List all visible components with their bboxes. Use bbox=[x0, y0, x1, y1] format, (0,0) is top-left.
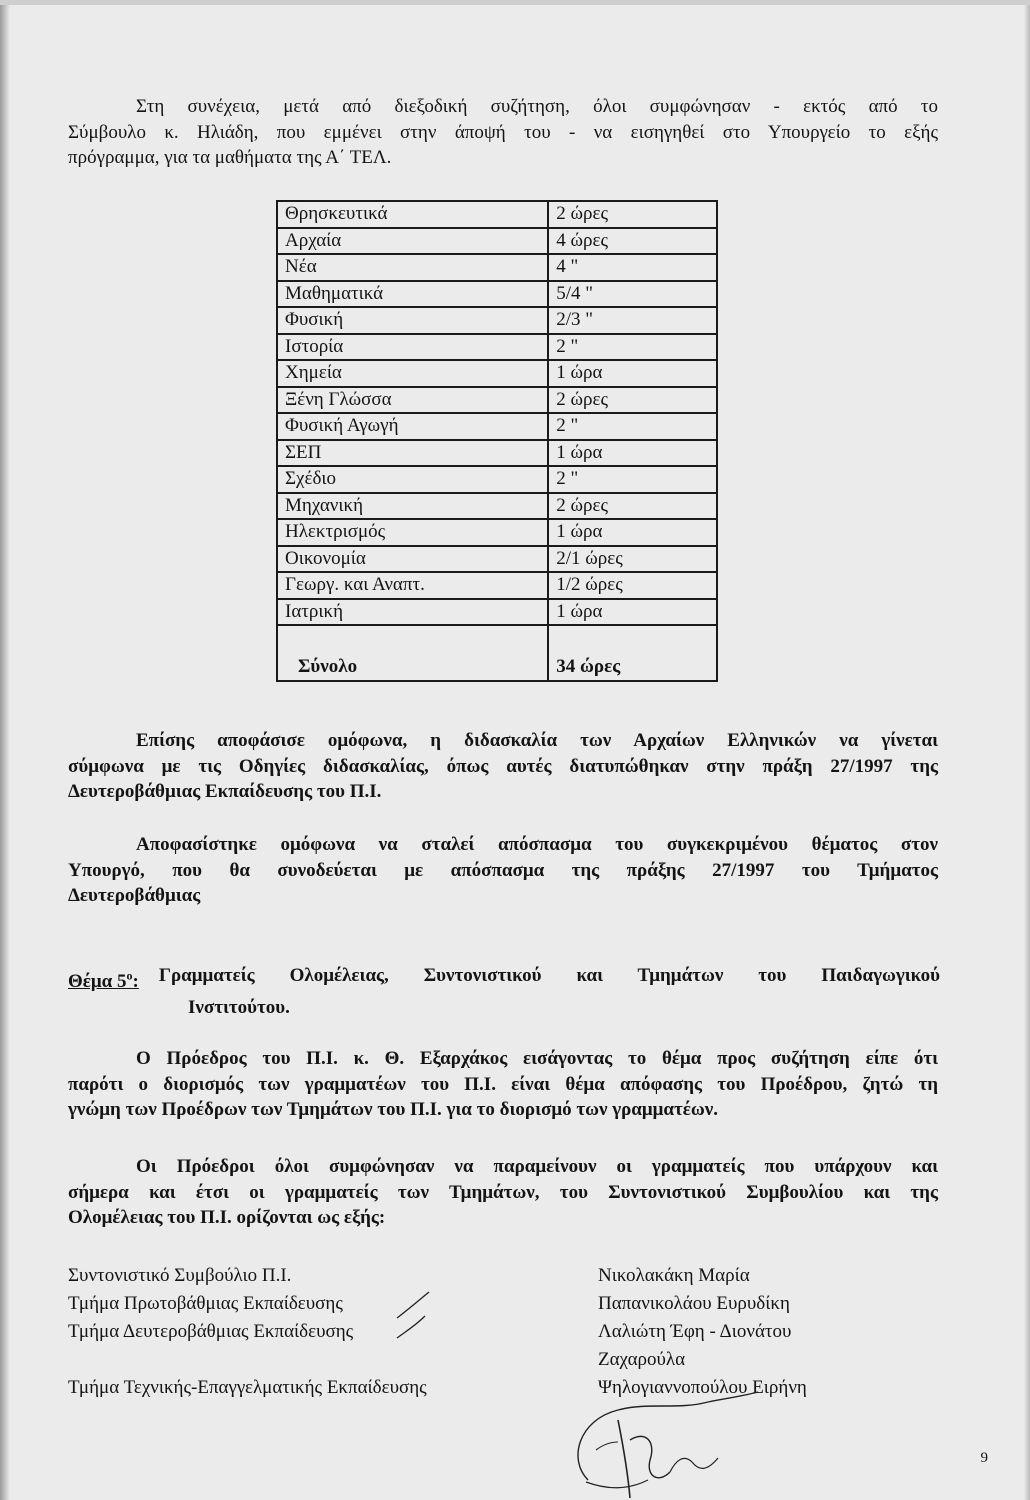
subject-cell: Ξένη Γλώσσα bbox=[277, 387, 548, 414]
table-row bbox=[277, 413, 717, 440]
hours-cell: 1/2 ώρες bbox=[548, 572, 717, 599]
subject-cell: Μηχανική bbox=[277, 493, 548, 520]
president-paragraph bbox=[68, 1046, 938, 1123]
topic-label-sup: ο bbox=[126, 969, 133, 983]
table-row bbox=[277, 281, 717, 308]
hours-cell: 4 ώρες bbox=[548, 228, 717, 255]
intro-line: πρόγραμμα, για τα μαθήματα της Α΄ ΤΕΛ. bbox=[68, 147, 392, 168]
topic-5-heading bbox=[68, 963, 940, 1021]
paragraph-line: Δευτεροβάθμιας bbox=[68, 885, 201, 906]
department-name: Τμήμα Πρωτοβάθμιας Εκπαίδευσης bbox=[68, 1293, 343, 1314]
topic-label bbox=[68, 971, 139, 992]
agreement-paragraph bbox=[68, 1154, 938, 1231]
total-label: Σύνολο bbox=[277, 625, 548, 681]
subject-cell: Οικονομία bbox=[277, 546, 548, 573]
topic-title-continuation: Ινστιτούτου. bbox=[188, 997, 290, 1019]
hours-cell: 2 " bbox=[548, 466, 717, 493]
spacer-row bbox=[68, 1346, 548, 1374]
hours-cell: 2 ώρες bbox=[548, 493, 717, 520]
hours-cell: 5/4 " bbox=[548, 281, 717, 308]
hours-cell: 2/3 " bbox=[548, 307, 717, 334]
paragraph-line: Δευτεροβάθμιας Εκπαίδευσης του Π.Ι. bbox=[68, 781, 382, 802]
hours-cell: 1 ώρα bbox=[548, 360, 717, 387]
scan-edge-left bbox=[0, 0, 10, 1500]
scan-edge-right bbox=[1024, 0, 1030, 1500]
department-name: Τμήμα Δευτεροβάθμιας Εκπαίδευσης bbox=[68, 1321, 354, 1342]
topic-label-text: Θέμα 5 bbox=[68, 971, 127, 993]
subject-cell: Μαθηματικά bbox=[277, 281, 548, 308]
subject-cell: ΣΕΠ bbox=[277, 440, 548, 467]
subject-cell: Θρησκευτικά bbox=[277, 201, 548, 228]
table-row bbox=[277, 334, 717, 361]
paragraph-line: γνώμη των Προέδρων των Τμημάτων του Π.Ι. για το διορισμό των γραμματέων. bbox=[68, 1099, 719, 1120]
intro-line: Σύμβουλο κ. Ηλιάδη, που εμμένει στην άποψή του - να εισηγηθεί στο Υπουργείο το εξής bbox=[68, 121, 938, 143]
department-name: Συντονιστικό Συμβούλιο Π.Ι. bbox=[68, 1265, 292, 1286]
departments-column bbox=[68, 1262, 548, 1402]
hours-cell: 1 ώρα bbox=[548, 599, 717, 626]
subject-cell: Γεωργ. και Αναπτ. bbox=[277, 572, 548, 599]
hours-cell: 2 " bbox=[548, 413, 717, 440]
table-row bbox=[277, 466, 717, 493]
intro-paragraph bbox=[68, 94, 938, 171]
secretary-name-part: - bbox=[709, 1321, 716, 1342]
paragraph-line: παρότι ο διορισμός των γραμματέων του Π.Ι. είναι θέμα απόφασης του Προέδρου, ζητώ τη bbox=[68, 1073, 938, 1095]
topic-title-line: Γραμματείς Ολομέλειας, Συντονιστικού και Τμημάτων του Παιδαγωγικού bbox=[158, 965, 940, 986]
subject-cell: Φυσική Αγωγή bbox=[277, 413, 548, 440]
table-total-row bbox=[277, 625, 717, 681]
subject-cell: Νέα bbox=[277, 254, 548, 281]
subject-cell: Χημεία bbox=[277, 360, 548, 387]
paragraph-line: σήμερα και έτσι οι γραμματείς των Τμημάτων, του Συντονιστικού Συμβουλίου και της bbox=[68, 1181, 938, 1203]
subject-cell: Ιστορία bbox=[277, 334, 548, 361]
page-number: 9 bbox=[980, 1450, 988, 1466]
table-row bbox=[277, 307, 717, 334]
table-row bbox=[277, 519, 717, 546]
decision-ancient-greek-paragraph bbox=[68, 728, 938, 805]
topic-label-colon: : bbox=[132, 971, 139, 993]
hours-cell: 2 ώρες bbox=[548, 387, 717, 414]
hours-cell: 2 " bbox=[548, 334, 717, 361]
secretary-name-split bbox=[598, 1318, 940, 1346]
hours-cell: 1 ώρα bbox=[548, 519, 717, 546]
total-value: 34 ώρες bbox=[548, 625, 717, 681]
table-row bbox=[277, 440, 717, 467]
subject-cell: Ιατρική bbox=[277, 599, 548, 626]
table-row bbox=[277, 254, 717, 281]
paragraph-line: Οι Πρόεδροι όλοι συμφώνησαν να παραμείνουν οι γραμματείς που υπάρχουν και bbox=[136, 1156, 938, 1177]
scan-edge-top bbox=[0, 0, 1030, 5]
secretary-name-part: Λαλιώτη bbox=[598, 1321, 666, 1342]
secretary-name: Ψηλογιαννοπούλου Ειρήνη bbox=[598, 1377, 807, 1398]
secretary-name-part: Διονάτου bbox=[719, 1321, 792, 1342]
department-name: Τμήμα Τεχνικής-Επαγγελματικής Εκπαίδευσης bbox=[68, 1377, 427, 1398]
table-row bbox=[277, 228, 717, 255]
table-row bbox=[277, 201, 717, 228]
handwritten-signature bbox=[558, 1380, 798, 1500]
paragraph-line: Ο Πρόεδρος του Π.Ι. κ. Θ. Εξαρχάκος εισάγοντας το θέμα προς συζήτηση είπε ότι bbox=[136, 1048, 938, 1069]
hours-cell: 1 ώρα bbox=[548, 440, 717, 467]
handwritten-tick-marks bbox=[395, 1290, 435, 1340]
course-hours-table bbox=[276, 200, 718, 682]
decision-excerpt-paragraph bbox=[68, 832, 938, 909]
secretary-name: Νικολακάκη Μαρία bbox=[598, 1265, 750, 1286]
subject-cell: Φυσική bbox=[277, 307, 548, 334]
table-row bbox=[277, 546, 717, 573]
hours-cell: 2 ώρες bbox=[548, 201, 717, 228]
paragraph-line: Επίσης αποφάσισε ομόφωνα, η διδασκαλία των Αρχαίων Ελληνικών να γίνεται bbox=[136, 730, 938, 751]
intro-line: Στη συνέχεια, μετά από διεξοδική συζήτηση, όλοι συμφώνησαν - εκτός από το bbox=[136, 96, 938, 117]
secretary-name: Ζαχαρούλα bbox=[598, 1349, 686, 1370]
subject-cell: Σχέδιο bbox=[277, 466, 548, 493]
subject-cell: Αρχαία bbox=[277, 228, 548, 255]
paragraph-line: σύμφωνα με τις Οδηγίες διδασκαλίας, όπως αυτές διατυπώθηκαν στην πράξη 27/1997 της bbox=[68, 755, 938, 777]
hours-cell: 2/1 ώρες bbox=[548, 546, 717, 573]
paragraph-line: Αποφασίστηκε ομόφωνα να σταλεί απόσπασμα του συγκεκριμένου θέματος στον bbox=[136, 834, 938, 855]
secretary-name-part: Έφη bbox=[670, 1321, 705, 1342]
paragraph-line: Υπουργό, που θα συνοδεύεται με απόσπασμα της πράξης 27/1997 του Τμήματος bbox=[68, 859, 938, 881]
table-row bbox=[277, 493, 717, 520]
table-row bbox=[277, 387, 717, 414]
table-row bbox=[277, 360, 717, 387]
table-row bbox=[277, 572, 717, 599]
table-row bbox=[277, 599, 717, 626]
hours-cell: 4 " bbox=[548, 254, 717, 281]
subject-cell: Ηλεκτρισμός bbox=[277, 519, 548, 546]
paragraph-line: Ολομέλειας του Π.Ι. ορίζονται ως εξής: bbox=[68, 1207, 386, 1228]
secretary-name: Παπανικολάου Ευρυδίκη bbox=[598, 1293, 790, 1314]
